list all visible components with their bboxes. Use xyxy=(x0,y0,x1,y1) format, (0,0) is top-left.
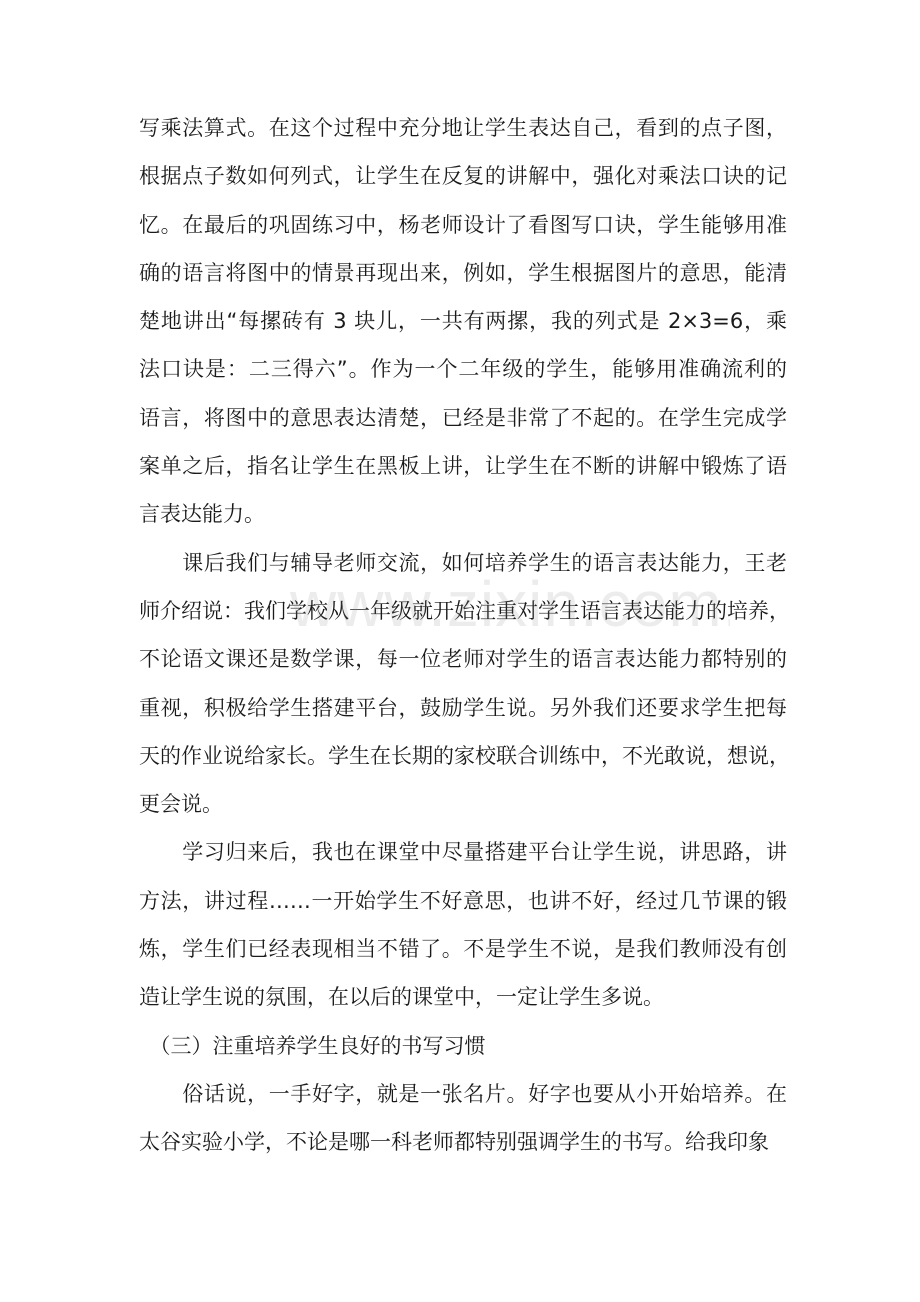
paragraph xyxy=(139,1070,787,1167)
text-line: 写乘法算式。在这个过程中充分地让学生表达自己，看到的点子图， xyxy=(139,116,787,140)
svg-text:www.zixin.com.cn: www.zixin.com xyxy=(290,568,723,640)
text-line: 不论语文课还是数学课，每一位老师对学生的语言表达能力都特别的 xyxy=(139,647,787,672)
text-line: 确的语言将图中的情景再现出来，例如，学生根据图片的意思，能清 xyxy=(139,260,787,285)
text-line: 根据点子数如何列式，让学生在反复的讲解中，强化对乘法口诀的记 xyxy=(139,164,787,189)
text-line: 语言，将图中的意思表达清楚，已经是非常了不起的。在学生完成学 xyxy=(139,405,787,430)
text-line: 天的作业说给家长。学生在长期的家校联合训练中，不光敢说，想说， xyxy=(139,743,790,768)
text-line: 更会说。 xyxy=(139,792,223,817)
text-line: 言表达能力。 xyxy=(139,502,265,527)
text-line: 重视，积极给学生搭建平台，鼓励学生说。另外我们还要求学生把每 xyxy=(139,695,787,720)
text-line: （三）注重培养学生良好的书写习惯 xyxy=(139,1033,486,1058)
text-line: 楚地讲出“每摞砖有 3 块儿，一共有两摞，我的列式是 2×3=6，乘 xyxy=(139,309,787,334)
text-line: 炼，学生们已经表现相当不错了。不是学生不说，是我们教师没有创 xyxy=(139,937,787,962)
section-heading xyxy=(139,1022,787,1070)
text-line: 案单之后，指名让学生在黑板上讲，让学生在不断的讲解中锻炼了语 xyxy=(139,454,787,479)
text-line: 方法，讲过程……一开始学生不好意思，也讲不好，经过几节课的锻 xyxy=(139,888,787,913)
text-line: 师介绍说：我们学校从一年级就开始注重对学生语言表达能力的培养， xyxy=(139,598,790,623)
text-line: 造让学生说的氛围，在以后的课堂中，一定让学生多说。 xyxy=(139,985,664,1010)
text-line: 课后我们与辅导老师交流，如何培养学生的语言表达能力，王老 xyxy=(139,550,787,575)
paragraph xyxy=(139,539,790,829)
text-line: 法口诀是：二三得六”。作为一个二年级的学生，能够用准确流利的 xyxy=(139,357,787,382)
text-line: 俗话说，一手好字，就是一张名片。好字也要从小开始培养。在 xyxy=(139,1081,787,1106)
text-line: 学习归来后，我也在课堂中尽量搭建平台让学生说，讲思路，讲 xyxy=(139,840,787,865)
text-line: 忆。在最后的巩固练习中，杨老师设计了看图写口诀，学生能够用准 xyxy=(139,212,787,237)
paragraph xyxy=(139,828,787,1021)
text-line: 太谷实验小学，不论是哪一科老师都特别强调学生的书写。给我印象 xyxy=(139,1130,769,1155)
document-body xyxy=(139,104,790,1167)
paragraph xyxy=(139,104,787,539)
